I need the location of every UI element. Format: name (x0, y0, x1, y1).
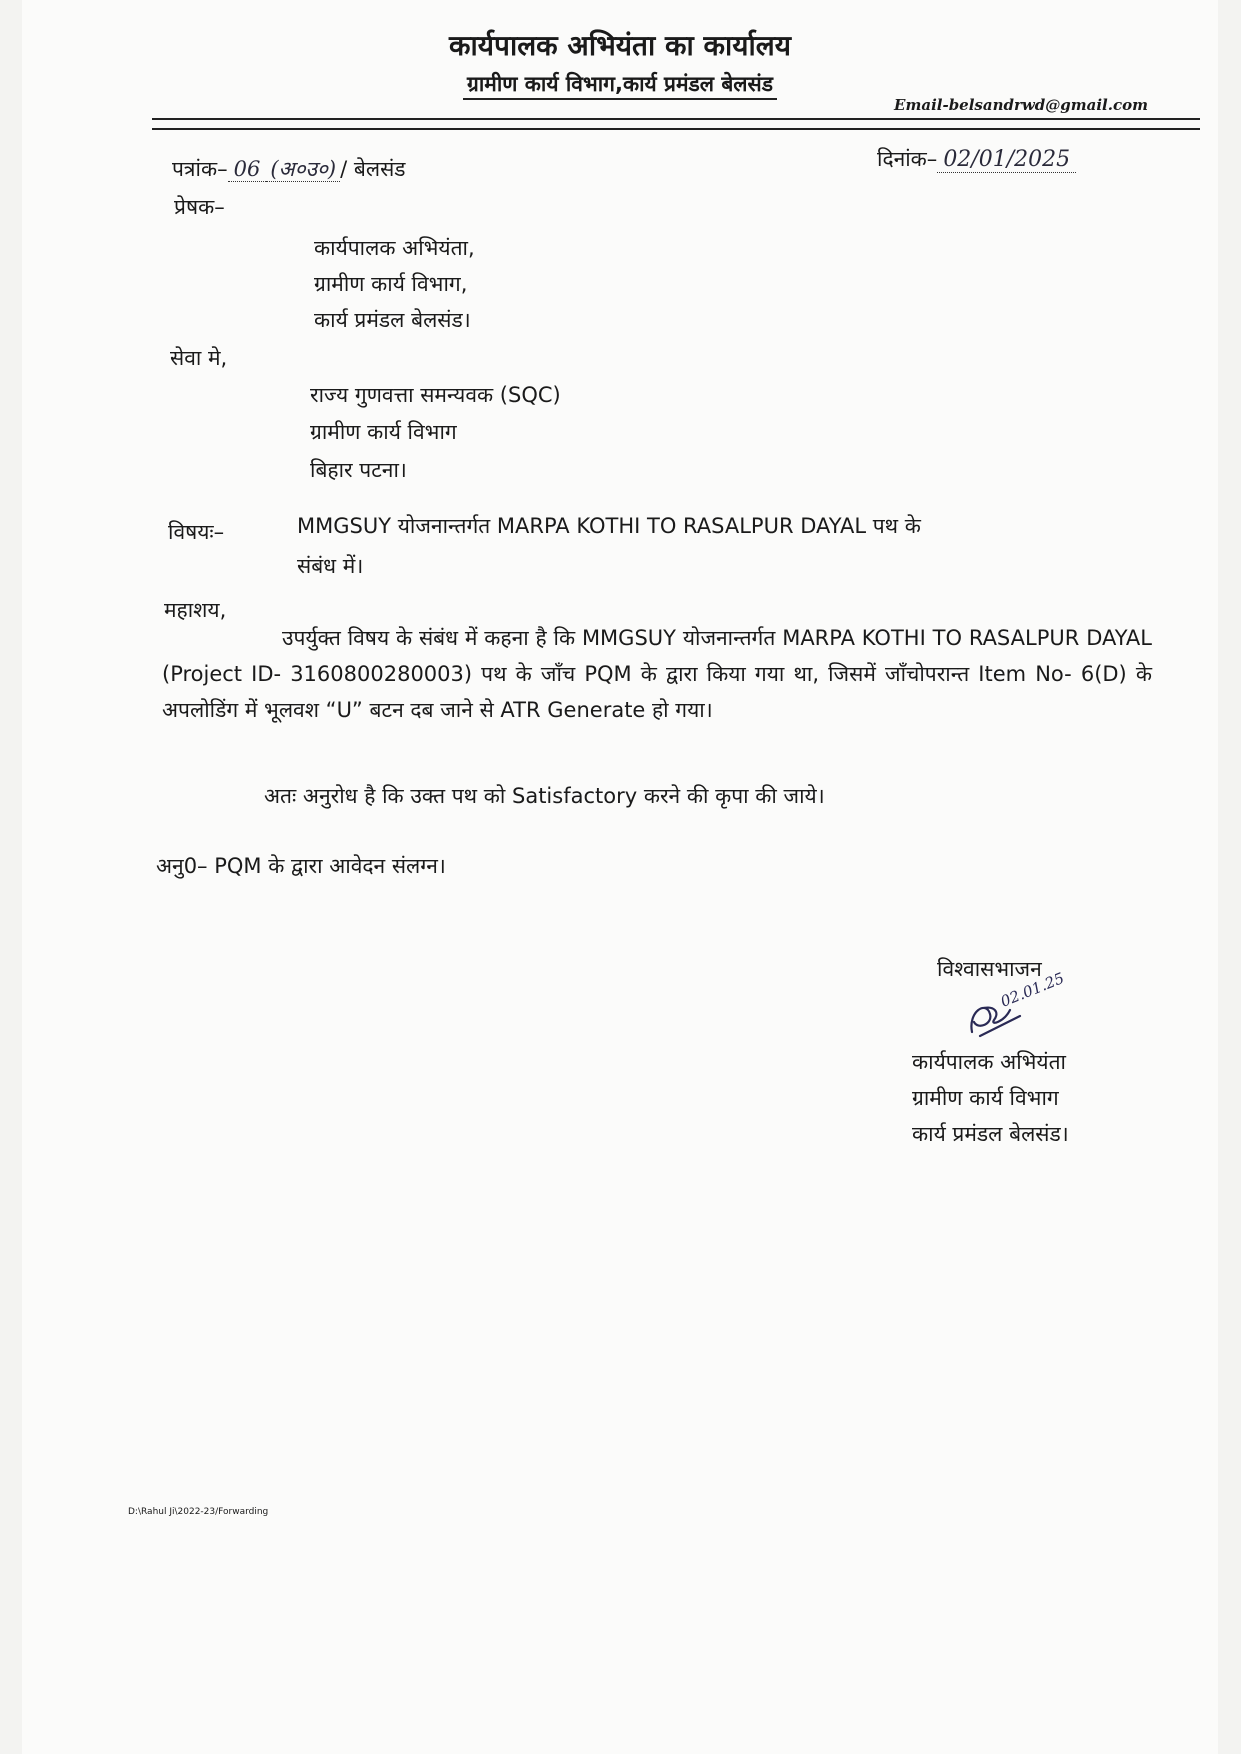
closing-line-2: ग्रामीण कार्य विभाग (912, 1086, 1059, 1110)
office-email: Email-belsandrwd@gmail.com (894, 96, 1148, 114)
sender-line-1: कार्यपालक अभियंता, (314, 236, 475, 260)
header-rule-top (152, 118, 1200, 120)
recipient-line-3: बिहार पटना। (310, 458, 407, 482)
office-title: कार्यपालक अभियंता का कार्यालय (449, 29, 791, 62)
department-line-text: ग्रामीण कार्य विभाग,कार्य प्रमंडल बेलसंड (463, 72, 777, 100)
closing-line-1: कार्यपालक अभियंता (912, 1050, 1066, 1074)
reference-label: पत्रांक– (172, 157, 228, 181)
header-rule-bottom (152, 128, 1200, 130)
body-paragraph-2: अतः अनुरोध है कि उक्त पथ को Satisfactory करने की कृपा की जाये। (264, 784, 825, 808)
reference-place: / बेलसंड (340, 157, 406, 181)
letter-page (22, 0, 1218, 1754)
body-paragraph-1: उपर्युक्त विषय के संबंध में कहना है कि MMGSUY योजनान्तर्गत MARPA KOTHI TO RASALPUR DAYAL (Project ID- 3160800280003) पथ के जाँच PQM के द्वारा किया गया था, जिसमें जाँचोपरान्त Item No- 6(D) के अपलोडिंग में भूलवश “U” बटन दब जाने से ATR Generate हो गया। (162, 626, 1152, 722)
valediction: विश्वासभाजन (937, 957, 1042, 981)
subject-line-1: MMGSUY योजनान्तर्गत MARPA KOTHI TO RASALPUR DAYAL पथ के (297, 514, 921, 538)
recipient-line-2: ग्रामीण कार्य विभाग (310, 420, 457, 444)
file-path-footer: D:\Rahul Ji\2022-23/Forwarding (128, 1507, 269, 1517)
date-label: दिनांक– (877, 147, 938, 171)
signature-date: 02.01.25 (998, 968, 1067, 1011)
subject-line-2: संबंध में। (297, 554, 364, 578)
reference-line (172, 155, 406, 183)
department-line (22, 70, 1218, 98)
closing-line-3: कार्य प्रमंडल बेलसंड। (912, 1122, 1069, 1146)
sender-line-2: ग्रामीण कार्य विभाग, (314, 272, 468, 296)
recipient-label: सेवा मे, (170, 346, 228, 370)
recipient-line-1: राज्य गुणवत्ता समन्यवक (SQC) (310, 383, 561, 407)
salutation: महाशय, (164, 598, 227, 622)
reference-number: 06 (228, 157, 267, 182)
reference-code: (अ०उ०) (266, 157, 340, 182)
subject-label: विषयः– (168, 520, 225, 544)
date-line (877, 145, 1076, 173)
sender-label: प्रेषक– (174, 195, 225, 219)
date-value: 02/01/2025 (937, 147, 1076, 173)
enclosure-note: अनु0– PQM के द्वारा आवेदन संलग्न। (156, 854, 446, 878)
signature (960, 968, 1067, 1048)
sender-line-3: कार्य प्रमंडल बेलसंड। (314, 308, 471, 332)
